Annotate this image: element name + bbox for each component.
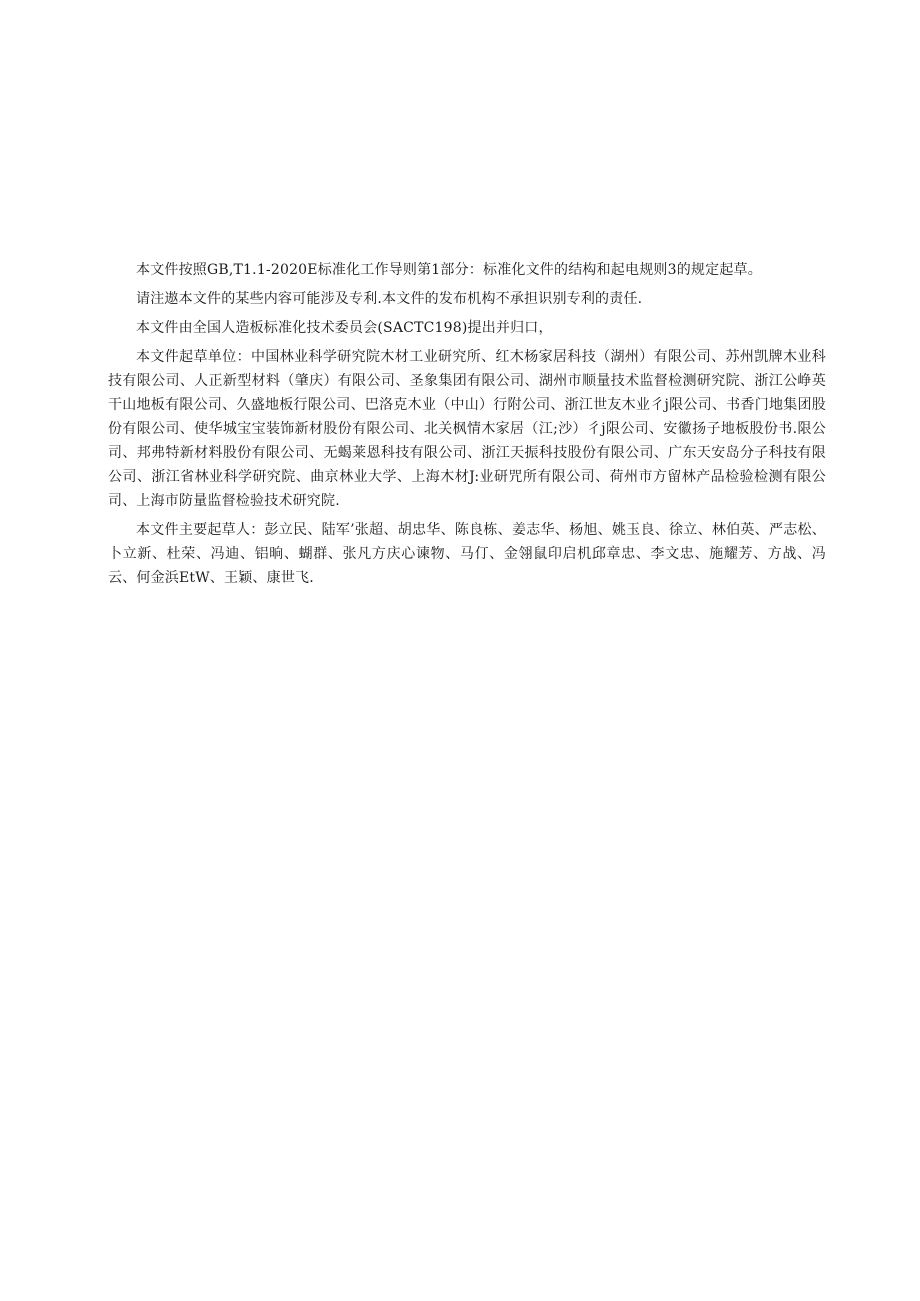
foreword-body	[108, 258, 826, 595]
drafters-paragraph: 本文件主要起草人：彭立民、陆军’张超、胡忠华、陈良栋、姜志华、杨旭、姚玉良、徐立、林伯英、严志松、卜立新、杜荣、冯迪、铝晌、蝴群、张凡方庆心谏物、马仃、金翎鼠印启机邱章忠、李文忠、施耀芳、方战、冯云、何金浜EtW、王颖、康世飞.	[108, 522, 826, 586]
drafting-units-paragraph: 本文件起草单位：中国林业科学研究院木材工业研究所、红木杨家居科技（湖州）有限公司、苏州凯牌木业科技有限公司、人正新型材料（肇庆）有限公司、圣象集团有限公司、湖州市顺量技术监督检测研究院、浙江公峥英干山地板有限公司、久盛地板行限公司、巴洛克木业（中山）行附公司、浙江世友木业彳j限公司、书香门地集团股份有限公司、使华城宝宝装饰新材股份有限公司、北关枫情木家居（江;沙）彳j限公司、安徽扬子地板股份书.限公司、邦弗特新材料股份有限公司、无蝎莱恩科技有限公司、浙江天振科技股份有限公司、广东天安岛分子科技有限公司、浙江省林业科学研究院、曲京林业大学、上海木材J:业研咒所有限公司、荷州市方留林产品检验检测有限公司、上海市防量监督检验技术研究院.	[108, 349, 826, 509]
drafting-rules-paragraph: 本文件按照GB,T1.1-2020E标准化工作导则第1部分：标准化文件的结构和起电规则3的规定起草。	[136, 262, 762, 278]
committee-paragraph: 本文件由全国人造板标准化技术委员会(SACTC198)提出并归口，	[136, 320, 553, 336]
patent-notice-paragraph: 请注遨本文件的某些内容可能涉及专利.本文件的发布机构不承担识别专利的责任.	[136, 291, 643, 307]
